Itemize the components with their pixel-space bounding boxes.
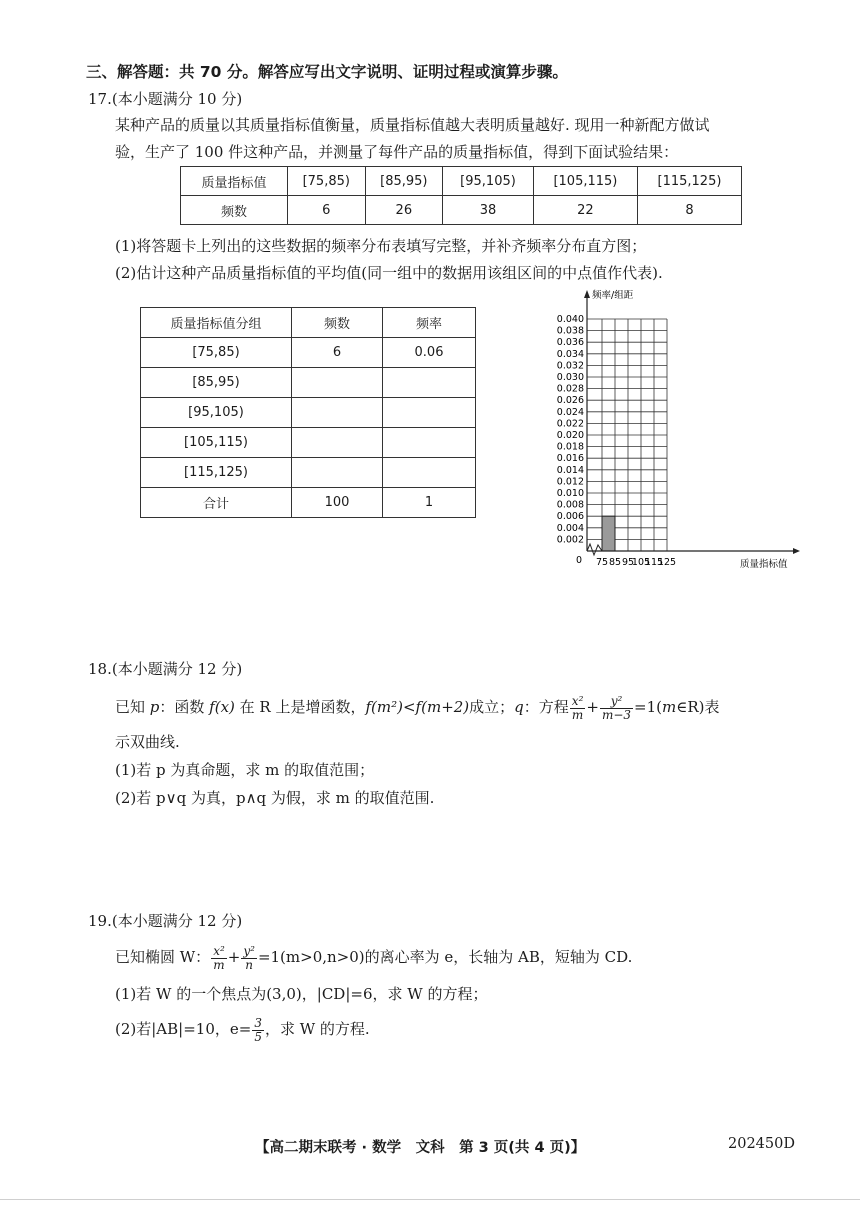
table-cell xyxy=(383,368,476,398)
q17-line2: 验，生产了 100 件这种产品，并测量了每件产品的质量指标值，得到下面试验结果： xyxy=(115,143,679,161)
table-cell: [115,125) xyxy=(637,167,741,196)
table-cell: 1 xyxy=(383,488,476,518)
table-row xyxy=(141,488,476,518)
table-cell: 合计 xyxy=(141,488,292,518)
q18-sub1: (1)若 p 为真命题，求 m 的取值范围； xyxy=(115,761,375,779)
y-tick-label: 0.022 xyxy=(556,418,584,430)
table-cell xyxy=(383,428,476,458)
y-tick-label: 0.004 xyxy=(556,522,584,534)
x-tick-label: 75 xyxy=(595,557,609,568)
table-cell xyxy=(383,458,476,488)
y-tick-label: 0.016 xyxy=(556,453,584,465)
x-tick-label: 115 xyxy=(644,557,664,568)
q18-text: 在 R 上是增函数， xyxy=(234,698,366,716)
q19-plus: + xyxy=(227,948,241,966)
q19-fraction-x xyxy=(211,945,227,972)
y-tick-label: 0.014 xyxy=(556,464,584,476)
table-cell xyxy=(383,398,476,428)
q17-answer-table xyxy=(140,307,476,518)
y-tick-label: 0.040 xyxy=(556,314,584,325)
y-tick-label: 0.024 xyxy=(556,406,584,418)
table-cell: [105,115) xyxy=(141,428,292,458)
table-cell: 8 xyxy=(637,196,741,225)
q18-number: 18. xyxy=(88,660,112,678)
table-cell: 26 xyxy=(365,196,443,225)
y-tick-label: 0.032 xyxy=(556,360,584,372)
y-tick-label: 0.028 xyxy=(556,383,584,395)
q18-fraction-x xyxy=(570,695,586,722)
x-tick-label: 95 xyxy=(621,557,635,568)
q18-func: f(x) xyxy=(209,698,235,716)
q19-fraction-y xyxy=(241,945,257,972)
table-header-cell: 频数 xyxy=(181,196,288,225)
q18-text: 成立； xyxy=(469,698,515,716)
fraction-numerator: x² xyxy=(213,943,225,958)
histogram-bar xyxy=(602,516,615,551)
fraction-denominator: m−3 xyxy=(601,707,632,722)
x-tick-label: 85 xyxy=(608,557,622,568)
exam-code: 202450D xyxy=(728,1136,795,1152)
q18-var-m: m xyxy=(662,698,677,716)
histogram-bars xyxy=(602,516,615,551)
q18-line1 xyxy=(115,690,719,724)
table-row xyxy=(141,308,476,338)
q19-sub2 xyxy=(115,1012,370,1046)
histogram-origin-label: 0 xyxy=(576,555,583,566)
y-tick-label: 0.008 xyxy=(556,499,584,511)
y-tick-label: 0.030 xyxy=(556,372,584,383)
table-cell: 6 xyxy=(288,196,366,225)
y-tick-label: 0.006 xyxy=(556,511,584,523)
q18-text: ∈R)表 xyxy=(676,698,720,716)
q18-fraction-y xyxy=(600,695,633,722)
table-cell: [95,105) xyxy=(141,398,292,428)
axis-break-mark xyxy=(587,544,602,555)
table-cell: 22 xyxy=(533,196,637,225)
table-header-cell: 频数 xyxy=(292,308,383,338)
table-row xyxy=(181,196,742,225)
q19-text: (2)若|AB|=10，e= xyxy=(115,1020,252,1038)
y-axis-arrow xyxy=(584,290,590,298)
section-heading: 三、解答题：共 70 分。解答应写出文字说明、证明过程或演算步骤。 xyxy=(86,63,568,81)
table-cell: 100 xyxy=(292,488,383,518)
histogram-axes xyxy=(584,290,800,555)
q18-text: =1( xyxy=(634,698,662,716)
fraction-numerator: x² xyxy=(571,693,584,708)
table-header-cell: 质量指标值分组 xyxy=(141,308,292,338)
q18-sub2: (2)若 p∨q 为真，p∧q 为假，求 m 的取值范围. xyxy=(115,789,435,807)
table-cell: [75,85) xyxy=(288,167,366,196)
y-tick-label: 0.002 xyxy=(556,534,584,546)
q17-sub1: (1)将答题卡上列出的这些数据的频率分布表填写完整，并补齐频率分布直方图； xyxy=(115,237,647,255)
table-cell: 38 xyxy=(443,196,534,225)
histogram-y-label: 频率/组距 xyxy=(592,290,634,301)
q19-number: 19. xyxy=(88,912,112,930)
fraction-denominator: n xyxy=(245,957,253,972)
y-tick-label: 0.038 xyxy=(556,325,584,337)
histogram-x-ticks xyxy=(596,557,676,568)
fraction-denominator: m xyxy=(571,707,584,722)
y-tick-label: 0.026 xyxy=(556,395,584,407)
table-cell: 6 xyxy=(292,338,383,368)
histogram-y-ticks xyxy=(557,314,584,545)
x-tick-label: 105 xyxy=(631,557,651,568)
histogram-grid xyxy=(587,319,667,551)
q19-score: (本小题满分 12 分) xyxy=(111,912,243,930)
table-cell xyxy=(292,398,383,428)
frequency-histogram xyxy=(540,285,810,575)
q19-line1 xyxy=(115,940,632,974)
q19-sub1: (1)若 W 的一个焦点为(3,0)，|CD|=6，求 W 的方程； xyxy=(115,985,488,1003)
q18-plus: + xyxy=(586,698,599,716)
histogram-x-label: 质量指标值 xyxy=(740,559,788,570)
q17-number: 17. xyxy=(88,90,112,108)
table-cell: [75,85) xyxy=(141,338,292,368)
fraction-numerator: 3 xyxy=(254,1015,262,1030)
table-cell: [85,95) xyxy=(365,167,443,196)
q17-sub2: (2)估计这种产品质量指标值的平均值(同一组中的数据用该组区间的中点值作代表). xyxy=(115,264,663,282)
q19-header xyxy=(88,910,242,931)
q17-header xyxy=(88,88,242,109)
table-cell: [85,95) xyxy=(141,368,292,398)
table-cell: [95,105) xyxy=(443,167,534,196)
table-row xyxy=(141,428,476,458)
table-cell xyxy=(292,428,383,458)
q19-text: =1(m>0,n>0)的离心率为 e，长轴为 AB，短轴为 CD. xyxy=(257,948,633,966)
q18-line2: 示双曲线. xyxy=(115,733,180,751)
q19-fraction-e xyxy=(252,1017,264,1044)
table-cell: [105,115) xyxy=(533,167,637,196)
table-header-cell: 频率 xyxy=(383,308,476,338)
q18-text: ：函数 xyxy=(159,698,210,716)
q17-line1: 某种产品的质量以其质量指标值衡量，质量指标值越大表明质量越好. 现用一种新配方做试 xyxy=(115,116,710,134)
x-tick-label: 125 xyxy=(657,557,677,568)
q19-text: 已知椭圆 W： xyxy=(115,948,211,966)
table-row xyxy=(141,338,476,368)
q18-header xyxy=(88,658,242,679)
y-tick-label: 0.036 xyxy=(556,337,584,349)
fraction-denominator: 5 xyxy=(254,1029,262,1044)
page-footer: 【高二期末联考 · 数学 文科 第 3 页(共 4 页)】 xyxy=(255,1140,586,1156)
y-tick-label: 0.010 xyxy=(556,488,584,499)
x-axis-arrow xyxy=(793,548,800,554)
table-header-cell: 质量指标值 xyxy=(181,167,288,196)
q17-data-table xyxy=(180,166,742,225)
table-cell xyxy=(292,458,383,488)
y-tick-label: 0.018 xyxy=(556,441,584,453)
fraction-numerator: y² xyxy=(600,695,633,709)
q18-var-p: p xyxy=(149,698,160,716)
table-row xyxy=(141,368,476,398)
q18-score: (本小题满分 12 分) xyxy=(111,660,243,678)
y-tick-label: 0.034 xyxy=(556,348,584,360)
y-tick-label: 0.012 xyxy=(556,476,584,488)
fraction-numerator: y² xyxy=(243,943,255,958)
table-cell: 0.06 xyxy=(383,338,476,368)
fraction-denominator: m xyxy=(213,957,225,972)
table-row xyxy=(181,167,742,196)
q19-text: ，求 W 的方程. xyxy=(264,1020,370,1038)
table-cell xyxy=(292,368,383,398)
table-cell: [115,125) xyxy=(141,458,292,488)
table-row xyxy=(141,398,476,428)
table-row xyxy=(141,458,476,488)
q18-text: 已知 xyxy=(115,698,150,716)
q18-inequality: f(m²)<f(m+2) xyxy=(365,698,470,716)
y-tick-label: 0.020 xyxy=(556,430,584,441)
page-bottom-divider xyxy=(0,1199,860,1200)
q18-text: ：方程 xyxy=(523,698,569,716)
q17-score: (本小题满分 10 分) xyxy=(111,90,243,108)
q18-var-q: q xyxy=(514,698,524,716)
